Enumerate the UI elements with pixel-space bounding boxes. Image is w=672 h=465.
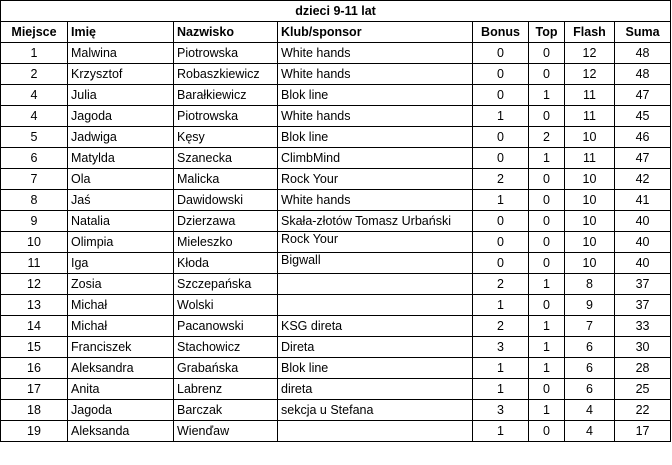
- cell-miejsce: 6: [1, 148, 68, 169]
- cell-klub: White hands: [278, 64, 473, 85]
- cell-flash: 10: [565, 232, 615, 253]
- cell-imie: Ola: [68, 169, 174, 190]
- cell-suma: 25: [615, 379, 671, 400]
- cell-bonus: 3: [473, 337, 529, 358]
- cell-top: 1: [529, 274, 565, 295]
- cell-miejsce: 18: [1, 400, 68, 421]
- cell-bonus: 1: [473, 106, 529, 127]
- cell-nazwisko: Robaszkiewicz: [174, 64, 278, 85]
- cell-bonus: 3: [473, 400, 529, 421]
- cell-top: 0: [529, 253, 565, 274]
- cell-top: 0: [529, 379, 565, 400]
- table-row: [1, 337, 671, 358]
- cell-miejsce: 15: [1, 337, 68, 358]
- cell-flash: 11: [565, 106, 615, 127]
- cell-flash: 4: [565, 421, 615, 442]
- cell-miejsce: 4: [1, 85, 68, 106]
- header-imie: Imię: [68, 22, 174, 43]
- cell-suma: 47: [615, 148, 671, 169]
- cell-miejsce: 8: [1, 190, 68, 211]
- cell-imie: Michał: [68, 295, 174, 316]
- cell-top: 1: [529, 316, 565, 337]
- cell-suma: 40: [615, 253, 671, 274]
- cell-flash: 9: [565, 295, 615, 316]
- cell-imie: Franciszek: [68, 337, 174, 358]
- cell-bonus: 0: [473, 211, 529, 232]
- cell-miejsce: 13: [1, 295, 68, 316]
- table-row: [1, 148, 671, 169]
- cell-suma: 22: [615, 400, 671, 421]
- cell-nazwisko: Barczak: [174, 400, 278, 421]
- cell-klub: Blok line: [278, 85, 473, 106]
- cell-suma: 40: [615, 211, 671, 232]
- cell-imie: Krzysztof: [68, 64, 174, 85]
- cell-miejsce: 16: [1, 358, 68, 379]
- header-nazwisko: Nazwisko: [174, 22, 278, 43]
- cell-suma: 46: [615, 127, 671, 148]
- cell-flash: 7: [565, 316, 615, 337]
- table-row: [1, 358, 671, 379]
- table-title: dzieci 9-11 lat: [1, 1, 671, 22]
- cell-nazwisko: Mieleszko: [174, 232, 278, 253]
- cell-klub: direta: [278, 379, 473, 400]
- cell-nazwisko: Labrenz: [174, 379, 278, 400]
- cell-bonus: 0: [473, 64, 529, 85]
- cell-suma: 48: [615, 64, 671, 85]
- cell-imie: Jadwiga: [68, 127, 174, 148]
- cell-flash: 11: [565, 85, 615, 106]
- cell-klub: Direta: [278, 337, 473, 358]
- cell-nazwisko: Kęsy: [174, 127, 278, 148]
- results-body: [1, 43, 671, 442]
- cell-suma: 17: [615, 421, 671, 442]
- cell-flash: 4: [565, 400, 615, 421]
- cell-top: 0: [529, 211, 565, 232]
- cell-nazwisko: Malicka: [174, 169, 278, 190]
- cell-suma: 40: [615, 232, 671, 253]
- cell-miejsce: 7: [1, 169, 68, 190]
- cell-miejsce: 11: [1, 253, 68, 274]
- cell-top: 0: [529, 106, 565, 127]
- cell-nazwisko: Barałkiewicz: [174, 85, 278, 106]
- title-row: [1, 1, 671, 22]
- cell-bonus: 0: [473, 127, 529, 148]
- cell-suma: 47: [615, 85, 671, 106]
- cell-klub: Blok line: [278, 127, 473, 148]
- cell-suma: 42: [615, 169, 671, 190]
- cell-imie: Zosia: [68, 274, 174, 295]
- cell-imie: Jaś: [68, 190, 174, 211]
- cell-klub: ClimbMind: [278, 148, 473, 169]
- header-row: [1, 22, 671, 43]
- cell-imie: Michał: [68, 316, 174, 337]
- cell-miejsce: 10: [1, 232, 68, 253]
- cell-nazwisko: Grabańska: [174, 358, 278, 379]
- table-row: [1, 379, 671, 400]
- cell-suma: 28: [615, 358, 671, 379]
- cell-imie: Malwina: [68, 43, 174, 64]
- cell-top: 0: [529, 421, 565, 442]
- cell-nazwisko: Szanecka: [174, 148, 278, 169]
- cell-nazwisko: Pacanowski: [174, 316, 278, 337]
- table-row: [1, 295, 671, 316]
- cell-miejsce: 14: [1, 316, 68, 337]
- table-row: [1, 85, 671, 106]
- cell-bonus: 1: [473, 421, 529, 442]
- cell-miejsce: 9: [1, 211, 68, 232]
- cell-nazwisko: Wienďaw: [174, 421, 278, 442]
- cell-bonus: 0: [473, 148, 529, 169]
- table-row: [1, 316, 671, 337]
- header-bonus: Bonus: [473, 22, 529, 43]
- cell-nazwisko: Stachowicz: [174, 337, 278, 358]
- cell-bonus: 1: [473, 358, 529, 379]
- table-row: [1, 190, 671, 211]
- table-row: [1, 400, 671, 421]
- cell-imie: Natalia: [68, 211, 174, 232]
- cell-bonus: 2: [473, 169, 529, 190]
- cell-imie: Julia: [68, 85, 174, 106]
- header-miejsce: Miejsce: [1, 22, 68, 43]
- cell-klub: [278, 421, 473, 442]
- table-row: [1, 43, 671, 64]
- cell-miejsce: 5: [1, 127, 68, 148]
- cell-top: 0: [529, 43, 565, 64]
- cell-flash: 12: [565, 64, 615, 85]
- cell-suma: 30: [615, 337, 671, 358]
- cell-flash: 6: [565, 358, 615, 379]
- cell-suma: 41: [615, 190, 671, 211]
- cell-klub: KSG direta: [278, 316, 473, 337]
- cell-flash: 10: [565, 190, 615, 211]
- cell-bonus: 1: [473, 379, 529, 400]
- cell-suma: 45: [615, 106, 671, 127]
- cell-top: 0: [529, 190, 565, 211]
- table-row: [1, 169, 671, 190]
- cell-top: 0: [529, 169, 565, 190]
- cell-bonus: 1: [473, 295, 529, 316]
- cell-flash: 10: [565, 169, 615, 190]
- cell-top: 1: [529, 148, 565, 169]
- cell-imie: Olimpia: [68, 232, 174, 253]
- cell-top: 1: [529, 337, 565, 358]
- cell-klub: White hands: [278, 106, 473, 127]
- cell-imie: Iga: [68, 253, 174, 274]
- cell-miejsce: 12: [1, 274, 68, 295]
- cell-imie: Jagoda: [68, 400, 174, 421]
- cell-klub: Bigwall: [278, 253, 473, 274]
- cell-flash: 6: [565, 337, 615, 358]
- cell-flash: 10: [565, 253, 615, 274]
- header-klub: Klub/sponsor: [278, 22, 473, 43]
- cell-top: 1: [529, 85, 565, 106]
- cell-suma: 37: [615, 295, 671, 316]
- table-row: [1, 274, 671, 295]
- cell-top: 0: [529, 295, 565, 316]
- cell-bonus: 1: [473, 190, 529, 211]
- cell-nazwisko: Piotrowska: [174, 106, 278, 127]
- cell-nazwisko: Szczepańska: [174, 274, 278, 295]
- cell-bonus: 0: [473, 253, 529, 274]
- cell-nazwisko: Wolski: [174, 295, 278, 316]
- cell-miejsce: 2: [1, 64, 68, 85]
- cell-klub: sekcja u Stefana: [278, 400, 473, 421]
- cell-klub: Skała-złotów Tomasz Urbański: [278, 211, 473, 232]
- cell-miejsce: 1: [1, 43, 68, 64]
- table-row: [1, 106, 671, 127]
- cell-klub: White hands: [278, 190, 473, 211]
- cell-bonus: 0: [473, 232, 529, 253]
- cell-top: 1: [529, 358, 565, 379]
- cell-miejsce: 19: [1, 421, 68, 442]
- cell-flash: 10: [565, 127, 615, 148]
- cell-klub: Blok line: [278, 358, 473, 379]
- cell-suma: 33: [615, 316, 671, 337]
- cell-klub: White hands: [278, 43, 473, 64]
- cell-imie: Aleksandra: [68, 358, 174, 379]
- cell-klub: [278, 274, 473, 295]
- cell-flash: 8: [565, 274, 615, 295]
- cell-top: 0: [529, 232, 565, 253]
- cell-flash: 10: [565, 211, 615, 232]
- cell-bonus: 2: [473, 316, 529, 337]
- cell-top: 0: [529, 64, 565, 85]
- cell-bonus: 0: [473, 85, 529, 106]
- cell-flash: 11: [565, 148, 615, 169]
- cell-imie: Jagoda: [68, 106, 174, 127]
- table-row: [1, 127, 671, 148]
- cell-top: 2: [529, 127, 565, 148]
- cell-nazwisko: Piotrowska: [174, 43, 278, 64]
- table-row: [1, 211, 671, 232]
- header-suma: Suma: [615, 22, 671, 43]
- cell-klub: Rock Your: [278, 232, 473, 253]
- cell-nazwisko: Kłoda: [174, 253, 278, 274]
- cell-suma: 37: [615, 274, 671, 295]
- cell-top: 1: [529, 400, 565, 421]
- cell-miejsce: 4: [1, 106, 68, 127]
- cell-suma: 48: [615, 43, 671, 64]
- cell-miejsce: 17: [1, 379, 68, 400]
- table-row: [1, 232, 671, 253]
- cell-flash: 12: [565, 43, 615, 64]
- cell-nazwisko: Dzierzawa: [174, 211, 278, 232]
- cell-nazwisko: Dawidowski: [174, 190, 278, 211]
- cell-imie: Matylda: [68, 148, 174, 169]
- cell-flash: 6: [565, 379, 615, 400]
- cell-klub: [278, 295, 473, 316]
- table-row: [1, 421, 671, 442]
- header-flash: Flash: [565, 22, 615, 43]
- cell-bonus: 2: [473, 274, 529, 295]
- cell-imie: Anita: [68, 379, 174, 400]
- header-top: Top: [529, 22, 565, 43]
- cell-bonus: 0: [473, 43, 529, 64]
- table-row: [1, 253, 671, 274]
- cell-klub: Rock Your: [278, 169, 473, 190]
- cell-imie: Aleksanda: [68, 421, 174, 442]
- table-row: [1, 64, 671, 85]
